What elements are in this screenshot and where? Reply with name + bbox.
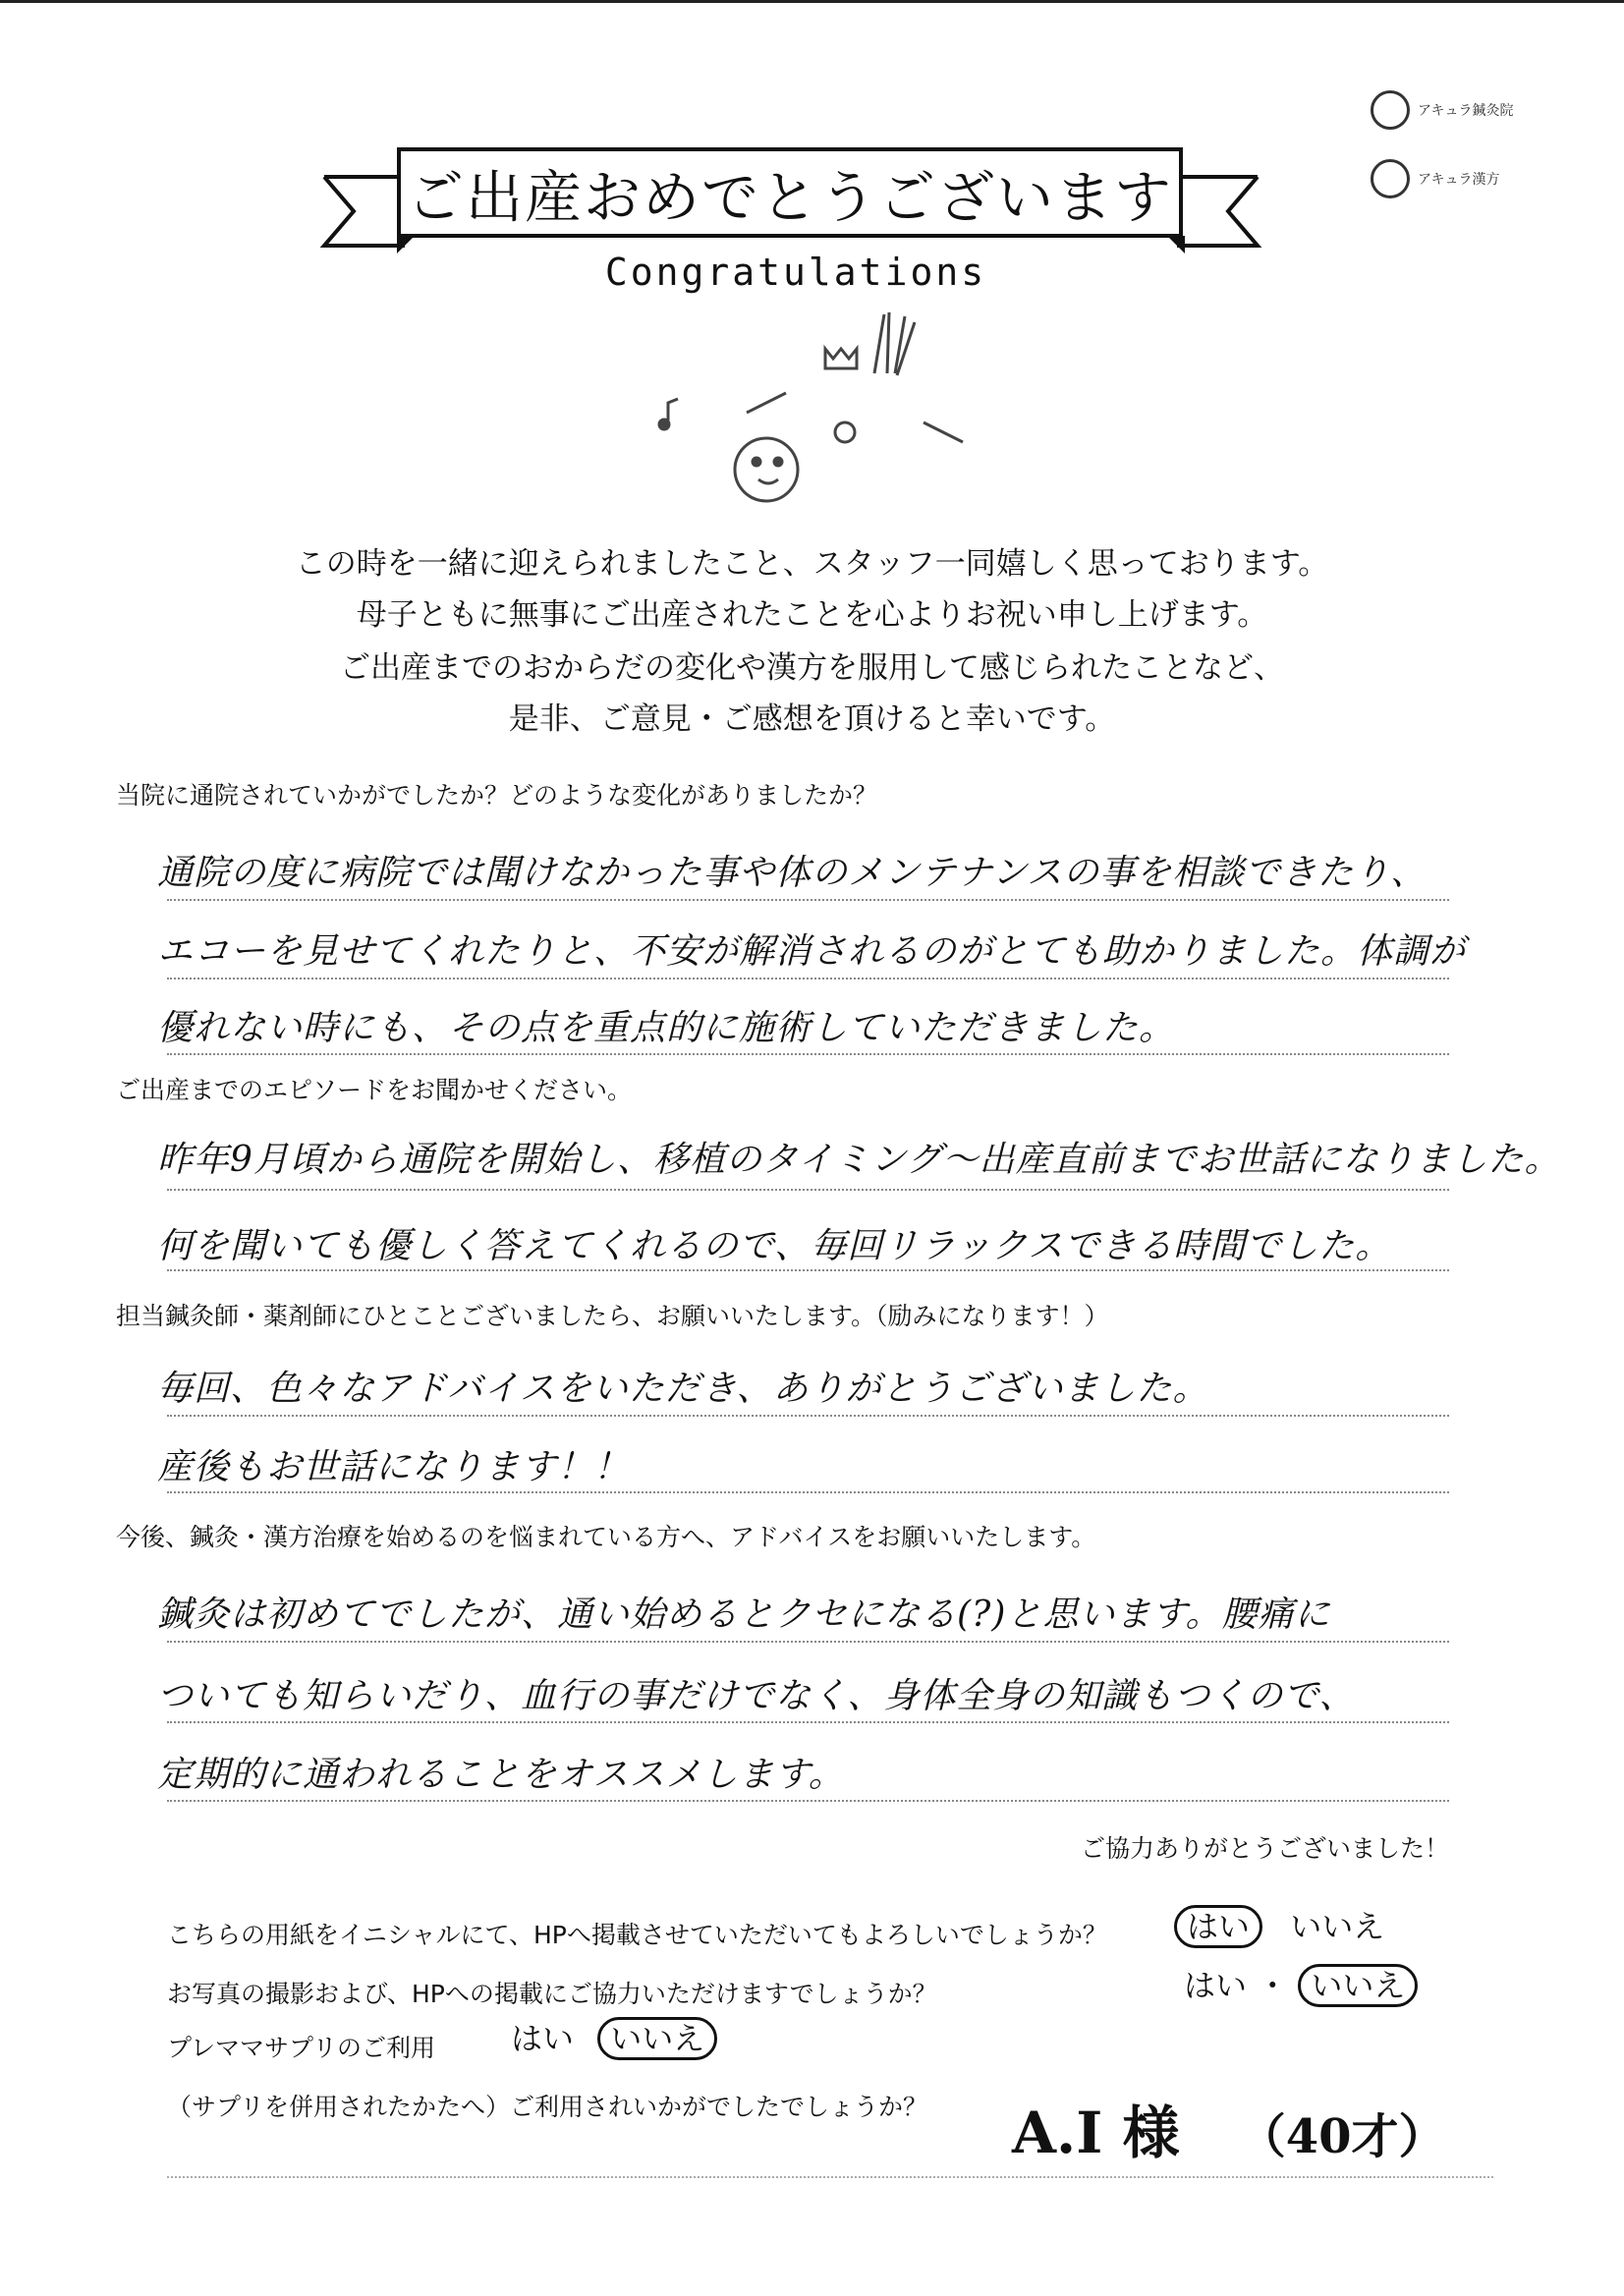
answer-rule [167,899,1449,901]
answer-3-line-1: 毎回、色々なアドバイスをいただき、ありがとうございました。 [157,1369,1209,1409]
signature-age: （40才） [1238,2109,1446,2164]
answer-2-line-2: 何を聞いても優しく答えてくれるので、毎回リラックスできる時間でした。 [157,1226,1392,1266]
answer-1-line-1: 通院の度に病院では聞けなかった事や体のメンテナンスの事を相談できたり、 [157,853,1428,893]
top-border [0,0,1624,3]
signature-name: A.I 様 [1012,2100,1180,2166]
answer-rule [167,1053,1449,1055]
question-4: 今後、鍼灸・漢方治療を始めるのを悩まれている方へ、アドバイスをお願いいたします。 [116,1523,1096,1551]
answer-rule [167,1641,1449,1643]
question-1: 当院に通院されていかがでしたか？どのような変化がありましたか？ [116,781,878,810]
answer-rule [167,1491,1449,1493]
answer-2-line-1: 昨年9月頃から通院を開始し、移植のタイミング〜出産直前までお世話になりました。 [157,1140,1561,1180]
option-separator: ・ [1257,1967,1289,2004]
logo-label-acupuncture: アキュラ鍼灸院 [1418,103,1514,119]
page-title: ご出産おめでとうございます [397,147,1183,238]
logo-acupuncture [1371,90,1513,130]
consent-hp-no[interactable]: いいえ [1290,1908,1385,1945]
logo-kampo [1371,159,1499,198]
answer-rule [167,1721,1449,1723]
intro-line-2: 母子ともに無事にご出産されたことを心よりお祝い申し上げます。 [356,597,1268,633]
answer-rule [167,1415,1449,1417]
answer-1-line-3: 優れない時にも、その点を重点的に施術していただきました。 [157,1008,1176,1048]
consent-supplement-no[interactable]: いいえ [597,2017,717,2060]
consent-hp-options [1174,1902,1384,1947]
answer-rule [167,1269,1449,1271]
celebration-illustration-icon [648,295,973,521]
smile-logo-icon [1371,159,1410,198]
supplement-question: （サプリを併用されたかたへ）ご利用されいかがでしたでしょうか？ [167,2093,928,2121]
logo-label-kampo: アキュラ漢方 [1418,172,1500,188]
answer-1-line-2: エコーを見せてくれたりと、不安が解消されるのがとても助かりました。体調が [157,931,1467,972]
answer-3-line-2: 産後もお世話になります！！ [157,1447,631,1487]
consent-supplement-options [511,2014,717,2059]
signature [1012,2087,1446,2169]
consent-supplement-yes[interactable]: はい [511,2020,575,2057]
consent-question-hp: こちらの用紙をイニシャルにて、HPへ掲載させていただいてもよろしいでしょうか？ [167,1921,1107,1949]
consent-photo-no[interactable]: いいえ [1298,1964,1418,2007]
answer-rule [167,1189,1449,1191]
answer-rule [167,978,1449,980]
intro-line-1: この時を一緒に迎えられましたこと、スタッフ一同嬉しく思っております。 [295,546,1329,582]
intro-line-4: 是非、ご意見・ご感想を頂けると幸いです。 [508,701,1116,737]
consent-hp-yes[interactable]: はい [1174,1905,1262,1948]
answer-rule [167,1800,1449,1802]
consent-question-supplement: プレママサプリのご利用 [167,2034,436,2062]
circle-logo-icon [1371,90,1410,130]
question-3: 担当鍼灸師・薬剤師にひとことございましたら、お願いいたします。（励みになります！） [116,1302,1109,1330]
answer-4-line-2: ついても知らいだり、血行の事だけでなく、身体全身の知識もつくので、 [157,1676,1356,1716]
answer-4-line-3: 定期的に通われることをオススメします。 [157,1755,845,1795]
intro-line-3: ご出産までのおからだの変化や漢方を服用して感じられたことなど、 [340,650,1284,686]
thanks-text: ご協力ありがとうございました！ [1081,1834,1450,1863]
consent-photo-yes[interactable]: はい [1184,1967,1248,2004]
congratulations-text: Congratulations [604,251,987,294]
answer-4-line-1: 鍼灸は初めてでしたが、通い始めるとクセになる(?)と思います。腰痛に [157,1595,1331,1635]
answer-rule [167,2176,1493,2178]
question-2: ご出産までのエピソードをお聞かせください。 [116,1076,633,1104]
consent-photo-options [1184,1961,1418,2006]
consent-question-photo: お写真の撮影および、HPへの掲載にご協力いただけますでしょうか？ [167,1980,937,2008]
